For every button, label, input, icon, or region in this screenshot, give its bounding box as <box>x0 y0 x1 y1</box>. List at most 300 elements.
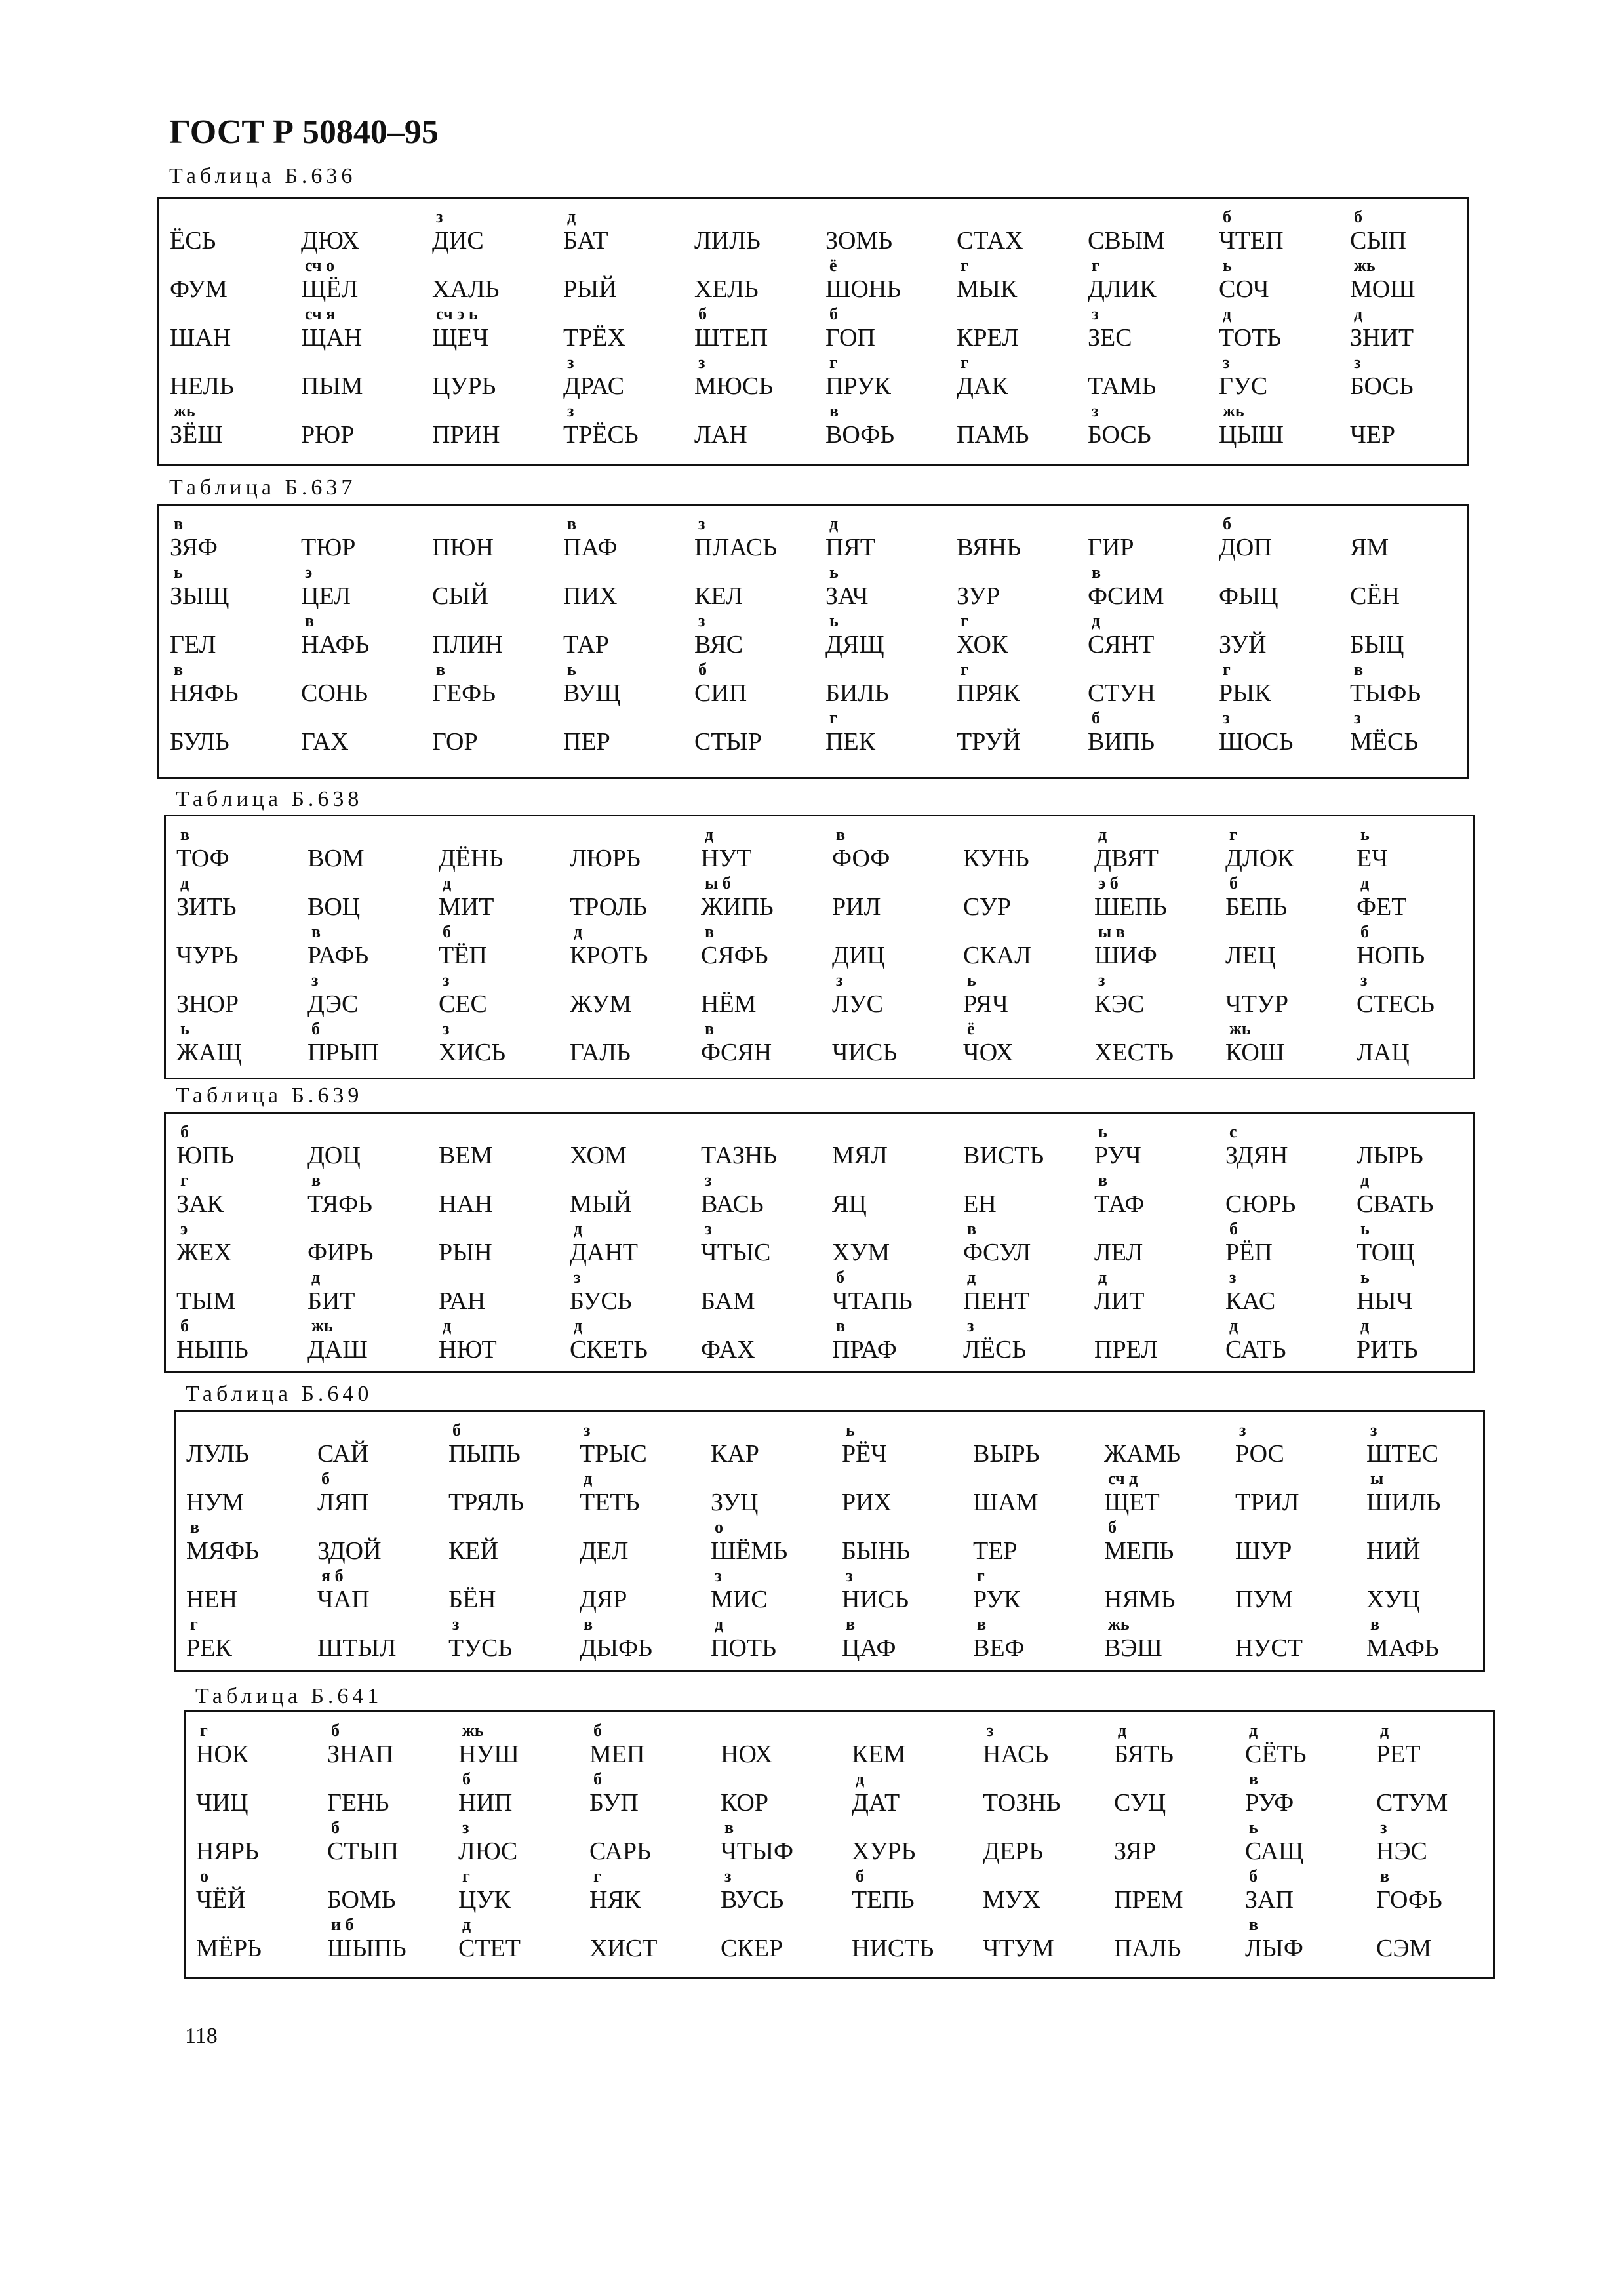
table-row <box>166 1020 1473 1068</box>
table-word: ЗЯФ <box>170 534 218 561</box>
table-word: СЁН <box>1350 582 1400 610</box>
table-cell <box>827 1317 958 1365</box>
table-cell <box>705 1518 837 1567</box>
table-cell <box>1082 208 1214 256</box>
table-cell <box>296 353 427 402</box>
stress-mark: ь <box>174 563 183 582</box>
table-cell <box>1220 1317 1351 1365</box>
table-cell <box>558 709 689 757</box>
table-cell <box>689 256 820 305</box>
table-cell <box>1345 305 1476 353</box>
table-cell <box>1220 874 1351 923</box>
stress-mark: в <box>829 401 839 420</box>
table-word: РЫК <box>1219 679 1271 707</box>
stress-mark: ё <box>829 256 837 275</box>
table-word: ПРЯК <box>957 679 1020 707</box>
table-cell <box>1230 1615 1361 1664</box>
table-cell <box>564 1171 696 1220</box>
stress-mark: д <box>715 1615 724 1634</box>
table-cell <box>1082 563 1214 612</box>
table-cell <box>951 402 1082 451</box>
stress-mark: з <box>443 971 450 990</box>
stress-mark: э б <box>1098 874 1119 893</box>
stress-mark: з <box>452 1615 460 1634</box>
table-cell <box>1220 923 1351 971</box>
table-word: ДЛИК <box>1088 275 1157 303</box>
table-cell <box>191 1916 322 1964</box>
table-cell <box>427 402 558 451</box>
table-word: ЖЕХ <box>176 1239 232 1266</box>
table-cell <box>827 971 958 1020</box>
table-cell <box>696 874 827 923</box>
table-cell <box>433 1268 564 1317</box>
table-cell <box>165 612 296 660</box>
stress-mark: сч д <box>1108 1469 1138 1488</box>
table-cell <box>958 923 1089 971</box>
table-word: ДЕРЬ <box>983 1838 1044 1865</box>
table-cell <box>165 563 296 612</box>
table-word: ПАМЬ <box>957 421 1029 449</box>
table-word: ФСЯН <box>701 1039 772 1066</box>
table-cell <box>958 1020 1089 1068</box>
stress-mark: в <box>180 825 190 844</box>
table-word: НОХ <box>721 1741 773 1768</box>
table-row <box>159 660 1467 709</box>
table-cell <box>1109 1819 1240 1867</box>
table-word: ШЕПЬ <box>1094 893 1167 921</box>
stress-mark: з <box>1360 971 1368 990</box>
table-cell <box>958 1123 1089 1171</box>
table-word: ВЯС <box>694 631 743 658</box>
stress-mark: г <box>1092 256 1099 275</box>
word-table <box>157 504 1469 779</box>
stress-mark: жь <box>1223 401 1244 420</box>
table-word: НАН <box>439 1190 493 1218</box>
stress-mark: в <box>190 1518 200 1537</box>
table-cell <box>171 1123 302 1171</box>
table-word: КУНЬ <box>963 845 1029 872</box>
table-word: ВУСЬ <box>721 1886 784 1914</box>
table-word: ДЁНЬ <box>439 845 504 872</box>
table-word: ДАК <box>957 373 1008 400</box>
stress-mark: д <box>584 1469 593 1488</box>
table-cell <box>1214 353 1345 402</box>
table-cell <box>574 1567 705 1615</box>
table-cell <box>1082 353 1214 402</box>
table-cell <box>322 1722 453 1770</box>
table-cell <box>433 1020 564 1068</box>
table-cell <box>1214 305 1345 353</box>
table-cell <box>827 1171 958 1220</box>
table-caption: Таблица Б.636 <box>169 164 357 188</box>
table-row <box>159 612 1467 660</box>
table-row <box>159 353 1467 402</box>
table-cell <box>443 1518 574 1567</box>
table-cell <box>427 612 558 660</box>
table-word: ЗЁШ <box>170 421 223 449</box>
table-cell <box>951 353 1082 402</box>
table-word: БЁН <box>448 1586 496 1613</box>
table-cell <box>958 971 1089 1020</box>
table-word: ТЫФЬ <box>1350 679 1421 707</box>
stress-mark: з <box>1354 708 1361 727</box>
table-word: ПИХ <box>563 582 618 610</box>
stress-mark: д <box>443 874 452 893</box>
table-word: ПАЛЬ <box>1114 1935 1181 1962</box>
table-cell <box>1345 353 1476 402</box>
table-word: ЗУР <box>957 582 1000 610</box>
table-cell <box>564 971 696 1020</box>
stress-mark: б <box>180 1316 189 1335</box>
table-word: ПЫМ <box>301 373 363 400</box>
table-word: ТРИЛ <box>1235 1489 1299 1516</box>
table-cell <box>558 256 689 305</box>
table-cell <box>689 612 820 660</box>
table-word: ДВЯТ <box>1094 845 1159 872</box>
table-cell <box>958 826 1089 874</box>
table-word: ВАСЬ <box>701 1190 764 1218</box>
stress-mark: б <box>321 1469 330 1488</box>
table-cell <box>1082 660 1214 709</box>
table-cell <box>191 1722 322 1770</box>
table-word: САЩ <box>1245 1838 1304 1865</box>
table-word: КЕМ <box>852 1741 906 1768</box>
table-word: СУЦ <box>1114 1789 1166 1817</box>
table-word: ЦУРЬ <box>432 373 496 400</box>
table-cell <box>584 1722 715 1770</box>
table-word: ТАМЬ <box>1088 373 1157 400</box>
table-cell <box>958 1317 1089 1365</box>
table-cell <box>1351 1317 1482 1365</box>
table-word: МЕПЬ <box>1104 1537 1174 1565</box>
table-cell <box>1109 1916 1240 1964</box>
table-word: РАФЬ <box>307 942 369 969</box>
stress-mark: б <box>1092 708 1100 727</box>
table-word: ДЕЛ <box>580 1537 629 1565</box>
stress-mark: д <box>705 825 714 844</box>
table-cell <box>453 1819 584 1867</box>
table-word: НУШ <box>458 1741 519 1768</box>
stress-mark: с <box>1229 1122 1237 1141</box>
table-cell <box>1109 1867 1240 1916</box>
table-word: КЕЙ <box>448 1537 498 1565</box>
stress-mark: ь <box>829 611 839 630</box>
table-word: РЫЙ <box>563 275 617 303</box>
stress-mark: в <box>705 922 715 941</box>
stress-mark: б <box>836 1268 844 1287</box>
stress-mark: в <box>311 1171 321 1190</box>
stress-mark: д <box>462 1915 471 1934</box>
table-cell <box>322 1916 453 1964</box>
stress-mark: з <box>724 1866 732 1885</box>
table-cell <box>191 1819 322 1867</box>
table-word: ВЭШ <box>1104 1634 1162 1662</box>
table-cell <box>1345 612 1476 660</box>
table-word: ТОЗНЬ <box>983 1789 1061 1817</box>
table-cell <box>302 1123 433 1171</box>
stress-mark: д <box>1229 1316 1238 1335</box>
stress-mark: жь <box>174 401 195 420</box>
table-word: НУСТ <box>1235 1634 1303 1662</box>
table-cell <box>705 1615 837 1664</box>
table-cell <box>827 1268 958 1317</box>
table-cell <box>165 402 296 451</box>
table-cell <box>558 612 689 660</box>
table-cell <box>1240 1867 1371 1916</box>
table-cell <box>564 923 696 971</box>
stress-mark: з <box>846 1566 853 1585</box>
stress-mark: з <box>836 971 843 990</box>
table-word: ТАЗНЬ <box>701 1142 778 1169</box>
stress-mark: б <box>452 1420 461 1440</box>
stress-mark: з <box>987 1721 994 1740</box>
table-cell <box>1214 709 1345 757</box>
table-word: СЫЙ <box>432 582 488 610</box>
stress-mark: з <box>698 514 705 533</box>
stress-mark: ь <box>1360 1219 1370 1238</box>
table-cell <box>1351 1268 1482 1317</box>
table-cell <box>1371 1770 1502 1819</box>
stress-mark: б <box>1360 922 1369 941</box>
table-word: БЫЦ <box>1350 631 1404 658</box>
table-word: МЮСЬ <box>694 373 774 400</box>
table-word: ЧТЫФ <box>721 1838 794 1865</box>
table-word: ГИР <box>1088 534 1134 561</box>
table-cell <box>820 660 951 709</box>
table-cell <box>296 709 427 757</box>
table-word: ПРЕМ <box>1114 1886 1183 1914</box>
table-word: КАС <box>1225 1287 1276 1315</box>
table-word: ВОФЬ <box>825 421 895 449</box>
word-table <box>164 815 1475 1079</box>
table-word: СЫП <box>1350 227 1406 254</box>
table-word: ВЕМ <box>439 1142 493 1169</box>
table-cell <box>302 826 433 874</box>
table-cell <box>1220 1123 1351 1171</box>
table-word: ЗНОР <box>176 990 239 1018</box>
table-word: НАСЬ <box>983 1741 1049 1768</box>
table-word: НЕН <box>186 1586 238 1613</box>
stress-mark: г <box>200 1721 208 1740</box>
table-word: ЛУС <box>832 990 884 1018</box>
table-word: ПРЫП <box>307 1039 380 1066</box>
table-word: ДЮХ <box>301 227 359 254</box>
table-cell <box>689 402 820 451</box>
table-cell <box>1240 1770 1371 1819</box>
table-cell <box>1371 1819 1502 1867</box>
table-word: РУФ <box>1245 1789 1294 1817</box>
table-caption: Таблица Б.639 <box>176 1083 363 1108</box>
stress-mark: я б <box>321 1566 344 1585</box>
table-cell <box>827 1123 958 1171</box>
table-cell <box>558 208 689 256</box>
table-word: ПРЕЛ <box>1094 1336 1159 1363</box>
stress-mark: г <box>1223 660 1231 679</box>
table-word: ЛИЛЬ <box>694 227 761 254</box>
table-cell <box>958 1268 1089 1317</box>
table-word: ФСУЛ <box>963 1239 1031 1266</box>
table-word: МЁРЬ <box>196 1935 262 1962</box>
table-cell <box>1371 1916 1502 1964</box>
stress-mark: в <box>1380 1866 1390 1885</box>
stress-mark: з <box>1223 708 1230 727</box>
table-word: ЦЕЛ <box>301 582 351 610</box>
page-header: ГОСТ Р 50840–95 <box>169 113 439 151</box>
table-word: ПЛИН <box>432 631 504 658</box>
table-cell <box>951 305 1082 353</box>
table-word: ЗАП <box>1245 1886 1294 1914</box>
table-word: ТРУЙ <box>957 728 1021 755</box>
table-word: НИСТЬ <box>852 1935 934 1962</box>
table-cell <box>564 874 696 923</box>
table-word: ВУЩ <box>563 679 621 707</box>
table-word: ДЭС <box>307 990 359 1018</box>
table-word: СТУМ <box>1376 1789 1448 1817</box>
table-cell <box>696 1268 827 1317</box>
table-cell <box>1099 1421 1230 1470</box>
table-word: РИЛ <box>832 893 881 921</box>
table-cell <box>181 1518 312 1567</box>
stress-mark: д <box>1249 1721 1258 1740</box>
table-cell <box>427 256 558 305</box>
table-word: НАФЬ <box>301 631 370 658</box>
table-word: РОС <box>1235 1440 1284 1468</box>
table-word: МЫК <box>957 275 1018 303</box>
stress-mark: г <box>961 611 968 630</box>
table-cell <box>584 1819 715 1867</box>
table-cell <box>191 1770 322 1819</box>
table-word: ДАТ <box>852 1789 900 1817</box>
table-word: ПОТЬ <box>711 1634 776 1662</box>
table-word: НЯРЬ <box>196 1838 259 1865</box>
stress-mark: з <box>715 1566 722 1585</box>
table-cell <box>564 1220 696 1268</box>
table-cell <box>1345 402 1476 451</box>
table-cell <box>171 874 302 923</box>
table-cell <box>453 1867 584 1916</box>
stress-mark: д <box>574 922 583 941</box>
stress-mark: сч о <box>305 256 335 275</box>
table-cell <box>171 826 302 874</box>
table-word: ФЕТ <box>1357 893 1407 921</box>
stress-mark: б <box>311 1019 320 1038</box>
stress-mark: з <box>436 207 443 226</box>
stress-mark: г <box>829 708 837 727</box>
stress-mark: д <box>180 874 189 893</box>
table-caption: Таблица Б.637 <box>169 475 357 500</box>
table-row <box>176 1518 1483 1567</box>
table-cell <box>1099 1470 1230 1518</box>
table-word: ЗУЦ <box>711 1489 759 1516</box>
stress-mark: о <box>715 1518 723 1537</box>
table-cell <box>696 1123 827 1171</box>
table-cell <box>1214 208 1345 256</box>
stress-mark: ё <box>967 1019 975 1038</box>
table-cell <box>443 1567 574 1615</box>
table-word: ТОЩ <box>1357 1239 1415 1266</box>
table-cell <box>1220 1268 1351 1317</box>
table-cell <box>181 1567 312 1615</box>
table-cell <box>1099 1518 1230 1567</box>
table-word: ВЫРЬ <box>973 1440 1040 1468</box>
table-cell <box>951 208 1082 256</box>
table-word: ДЯЩ <box>825 631 884 658</box>
table-row <box>166 874 1473 923</box>
stress-mark: з <box>574 1268 581 1287</box>
table-cell <box>689 709 820 757</box>
stress-mark: жь <box>1354 256 1376 275</box>
table-word: ФАХ <box>701 1336 755 1363</box>
table-row <box>186 1722 1493 1770</box>
table-word: ВИСТЬ <box>963 1142 1044 1169</box>
table-cell <box>846 1867 978 1916</box>
stress-mark: в <box>305 611 315 630</box>
table-word: ШТЫЛ <box>317 1634 397 1662</box>
table-word: МУХ <box>983 1886 1041 1914</box>
table-word: МАФЬ <box>1366 1634 1439 1662</box>
table-word: РЫН <box>439 1239 492 1266</box>
table-cell <box>1220 826 1351 874</box>
stress-mark: з <box>1229 1268 1237 1287</box>
table-cell <box>820 353 951 402</box>
stress-mark: о <box>200 1866 208 1885</box>
stress-mark: г <box>180 1171 188 1190</box>
table-word: ЖУМ <box>570 990 632 1018</box>
table-cell <box>1099 1615 1230 1664</box>
table-word: ПУМ <box>1235 1586 1294 1613</box>
stress-mark: ы <box>1370 1469 1384 1488</box>
table-word: МИС <box>711 1586 768 1613</box>
table-word: ШЫПЬ <box>327 1935 406 1962</box>
table-cell <box>1214 515 1345 563</box>
stress-mark: з <box>1098 971 1105 990</box>
table-word: ТОТЬ <box>1219 324 1282 352</box>
table-cell <box>165 709 296 757</box>
table-cell <box>453 1916 584 1964</box>
stress-mark: ь <box>1223 256 1232 275</box>
table-word: ХАЛЬ <box>432 275 500 303</box>
table-cell <box>1351 874 1482 923</box>
table-word: ХОМ <box>570 1142 627 1169</box>
table-word: КОР <box>721 1789 768 1817</box>
table-word: ЮПЬ <box>176 1142 235 1169</box>
table-cell <box>1109 1770 1240 1819</box>
table-cell <box>433 826 564 874</box>
stress-mark: б <box>698 304 707 323</box>
table-word: ЗУЙ <box>1219 631 1267 658</box>
table-cell <box>1240 1722 1371 1770</box>
table-cell <box>296 256 427 305</box>
table-cell <box>1099 1567 1230 1615</box>
table-cell <box>968 1518 1099 1567</box>
table-word: ХЕЛЬ <box>694 275 759 303</box>
table-cell <box>978 1867 1109 1916</box>
stress-mark: г <box>961 256 968 275</box>
table-cell <box>574 1518 705 1567</box>
table-word: ФСИМ <box>1088 582 1164 610</box>
table-cell <box>1089 826 1220 874</box>
table-cell <box>322 1867 453 1916</box>
table-word: НЕЛЬ <box>170 373 234 400</box>
table-cell <box>165 353 296 402</box>
table-cell <box>171 923 302 971</box>
table-cell <box>951 563 1082 612</box>
table-word: ТЯФЬ <box>307 1190 372 1218</box>
table-cell <box>827 1020 958 1068</box>
table-cell <box>820 612 951 660</box>
table-cell <box>433 923 564 971</box>
table-word: СЯФЬ <box>701 942 768 969</box>
